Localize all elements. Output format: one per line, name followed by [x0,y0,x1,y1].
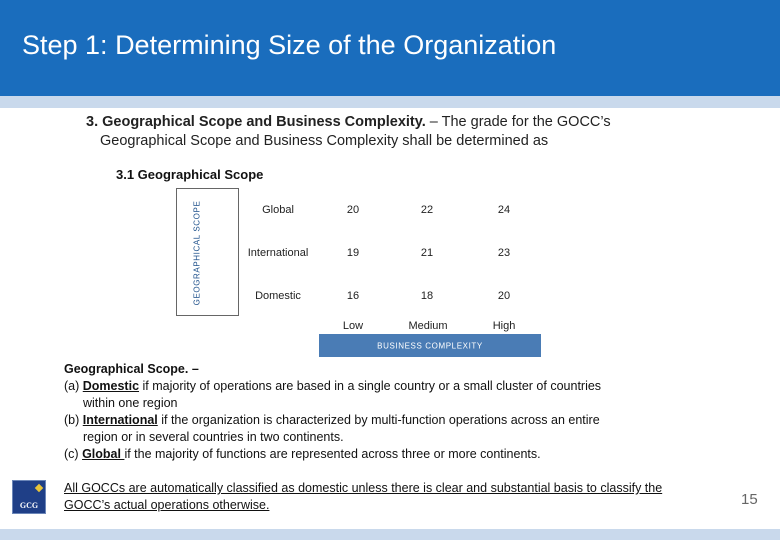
matrix-cell: 18 [420,290,434,302]
vertical-axis-box [176,188,239,316]
matrix-cell: 24 [497,204,511,216]
vertical-axis-label: GEOGRAPHICAL SCOPE [192,200,202,306]
definition-term: Global [82,447,125,461]
intro-rest: – The grade for the GOCC’s [425,114,611,130]
matrix-cell: 20 [346,204,360,216]
definition-term: International [82,413,158,427]
definition-term: Domestic [82,379,140,393]
intro-bold: 3. Geographical Scope and Business Complexity. [86,114,426,130]
definition-prefix: (a) [64,379,83,393]
definition-domestic [64,378,704,412]
logo-text: GCG [19,501,39,510]
matrix-cell: 16 [346,290,360,302]
matrix-cell: 20 [497,290,511,302]
column-label-low: Low [342,320,364,332]
footer-band [0,529,780,540]
definition-prefix: (b) [64,413,83,427]
scope-matrix [239,188,541,316]
page-number: 15 [741,491,758,508]
star-icon [35,484,43,492]
intro-line2: Geographical Scope and Business Complexity shall be determined as [100,133,549,149]
definition-text: if the organization is characterized by multi-function operations across an entire [157,413,600,427]
definition-international [64,412,704,446]
column-label-high: High [492,320,516,332]
slide-header [0,0,780,96]
definition-prefix: (c) [64,447,83,461]
footer-note: All GOCCs are automatically classified as domestic unless there is clear and substantial basis to classify the GOCC’s actual operations otherwise. [64,481,663,512]
definition-text: if majority of operations are based in a single country or a small cluster of countries [139,379,602,393]
definition-continuation: region or in several countries in two continents. [83,430,344,444]
intro-paragraph [86,113,726,151]
row-label-domestic: Domestic [255,290,301,302]
definition-text: if the majority of functions are represented across three or more continents. [124,447,541,461]
row-label-global: Global [262,204,294,216]
slide-title: Step 1: Determining Size of the Organization [22,30,557,60]
matrix-cell: 22 [420,204,434,216]
matrix-cell: 21 [420,247,434,259]
definition-continuation: within one region [83,396,178,410]
horizontal-axis-bar [319,334,541,357]
definition-global [64,446,704,463]
header-band [0,96,780,108]
gcg-logo [12,480,46,514]
horizontal-axis-label: BUSINESS COMPLEXITY [377,341,483,350]
definitions-heading: Geographical Scope. – [64,362,199,376]
matrix-cell: 23 [497,247,511,259]
column-label-medium: Medium [408,320,448,332]
definitions-block [64,361,704,463]
section-title: 3.1 Geographical Scope [116,167,264,182]
row-label-international: International [247,247,309,259]
matrix-cell: 19 [346,247,360,259]
